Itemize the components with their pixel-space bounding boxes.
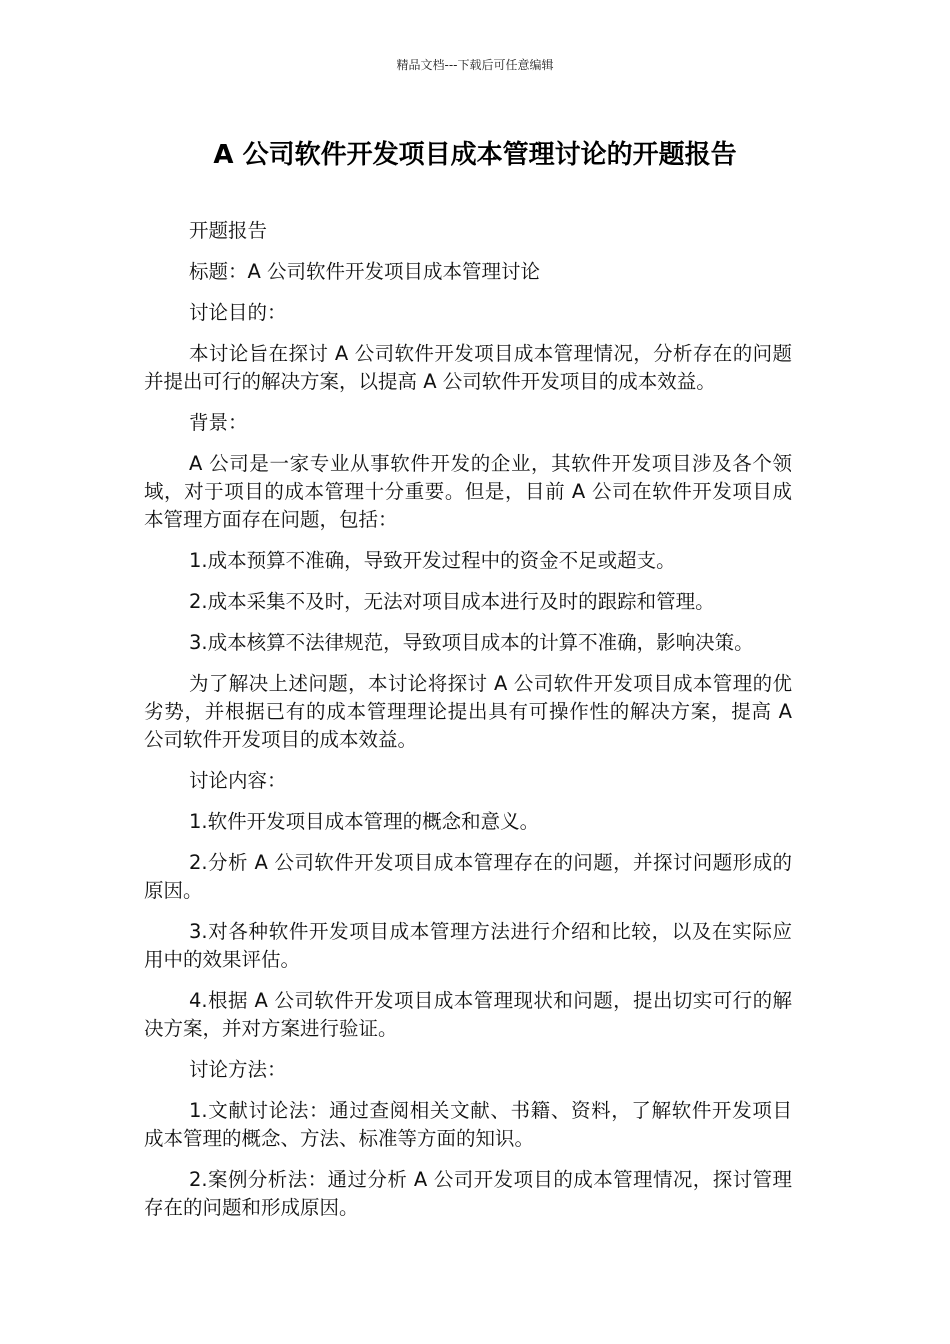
section-heading-content: 讨论内容： — [189, 769, 287, 792]
list-item-content-2: 2.分析 A 公司软件开发项目成本管理存在的问题，并探讨问题形成的原因。 — [144, 851, 792, 902]
list-item-method-1: 1.文献讨论法：通过查阅相关文献、书籍、资料，了解软件开发项目成本管理的概念、方法、标准等方面的知识。 — [144, 1099, 792, 1150]
list-item-content-1: 1.软件开发项目成本管理的概念和意义。 — [189, 810, 540, 833]
document-body — [144, 217, 792, 1235]
list-item-content-3: 3.对各种软件开发项目成本管理方法进行介绍和比较，以及在实际应用中的效果评估。 — [144, 920, 792, 971]
section-heading-background: 背景： — [189, 411, 248, 434]
list-item-problem-2: 2.成本采集不及时，无法对项目成本进行及时的跟踪和管理。 — [189, 590, 715, 613]
paragraph-title-line: 标题：A 公司软件开发项目成本管理讨论 — [189, 260, 541, 283]
section-heading-purpose: 讨论目的： — [189, 301, 287, 324]
paragraph-purpose: 本讨论旨在探讨 A 公司软件开发项目成本管理情况，分析存在的问题并提出可行的解决方案，以提高 A 公司软件开发项目的成本效益。 — [144, 342, 792, 393]
list-item-content-4: 4.根据 A 公司软件开发项目成本管理现状和问题，提出切实可行的解决方案，并对方案进行验证。 — [144, 989, 792, 1040]
page-header: 精品文档---下载后可任意编辑 — [396, 58, 554, 72]
list-item-problem-3: 3.成本核算不法律规范，导致项目成本的计算不准确，影响决策。 — [189, 631, 754, 654]
list-item-problem-1: 1.成本预算不准确，导致开发过程中的资金不足或超支。 — [189, 549, 676, 572]
paragraph-report-label: 开题报告 — [189, 219, 268, 242]
section-heading-methods: 讨论方法： — [189, 1058, 287, 1081]
paragraph-approach: 为了解决上述问题，本讨论将探讨 A 公司软件开发项目成本管理的优劣势，并根据已有的成本管理理论提出具有可操作性的解决方案，提高 A 公司软件开发项目的成本效益。 — [144, 672, 792, 751]
list-item-method-2: 2.案例分析法：通过分析 A 公司开发项目的成本管理情况，探讨管理存在的问题和形成原因。 — [144, 1168, 792, 1219]
document-title: A 公司软件开发项目成本管理讨论的开题报告 — [213, 140, 737, 170]
paragraph-background: A 公司是一家专业从事软件开发的企业，其软件开发项目涉及各个领域，对于项目的成本管理十分重要。但是，目前 A 公司在软件开发项目成本管理方面存在问题，包括： — [144, 452, 792, 531]
